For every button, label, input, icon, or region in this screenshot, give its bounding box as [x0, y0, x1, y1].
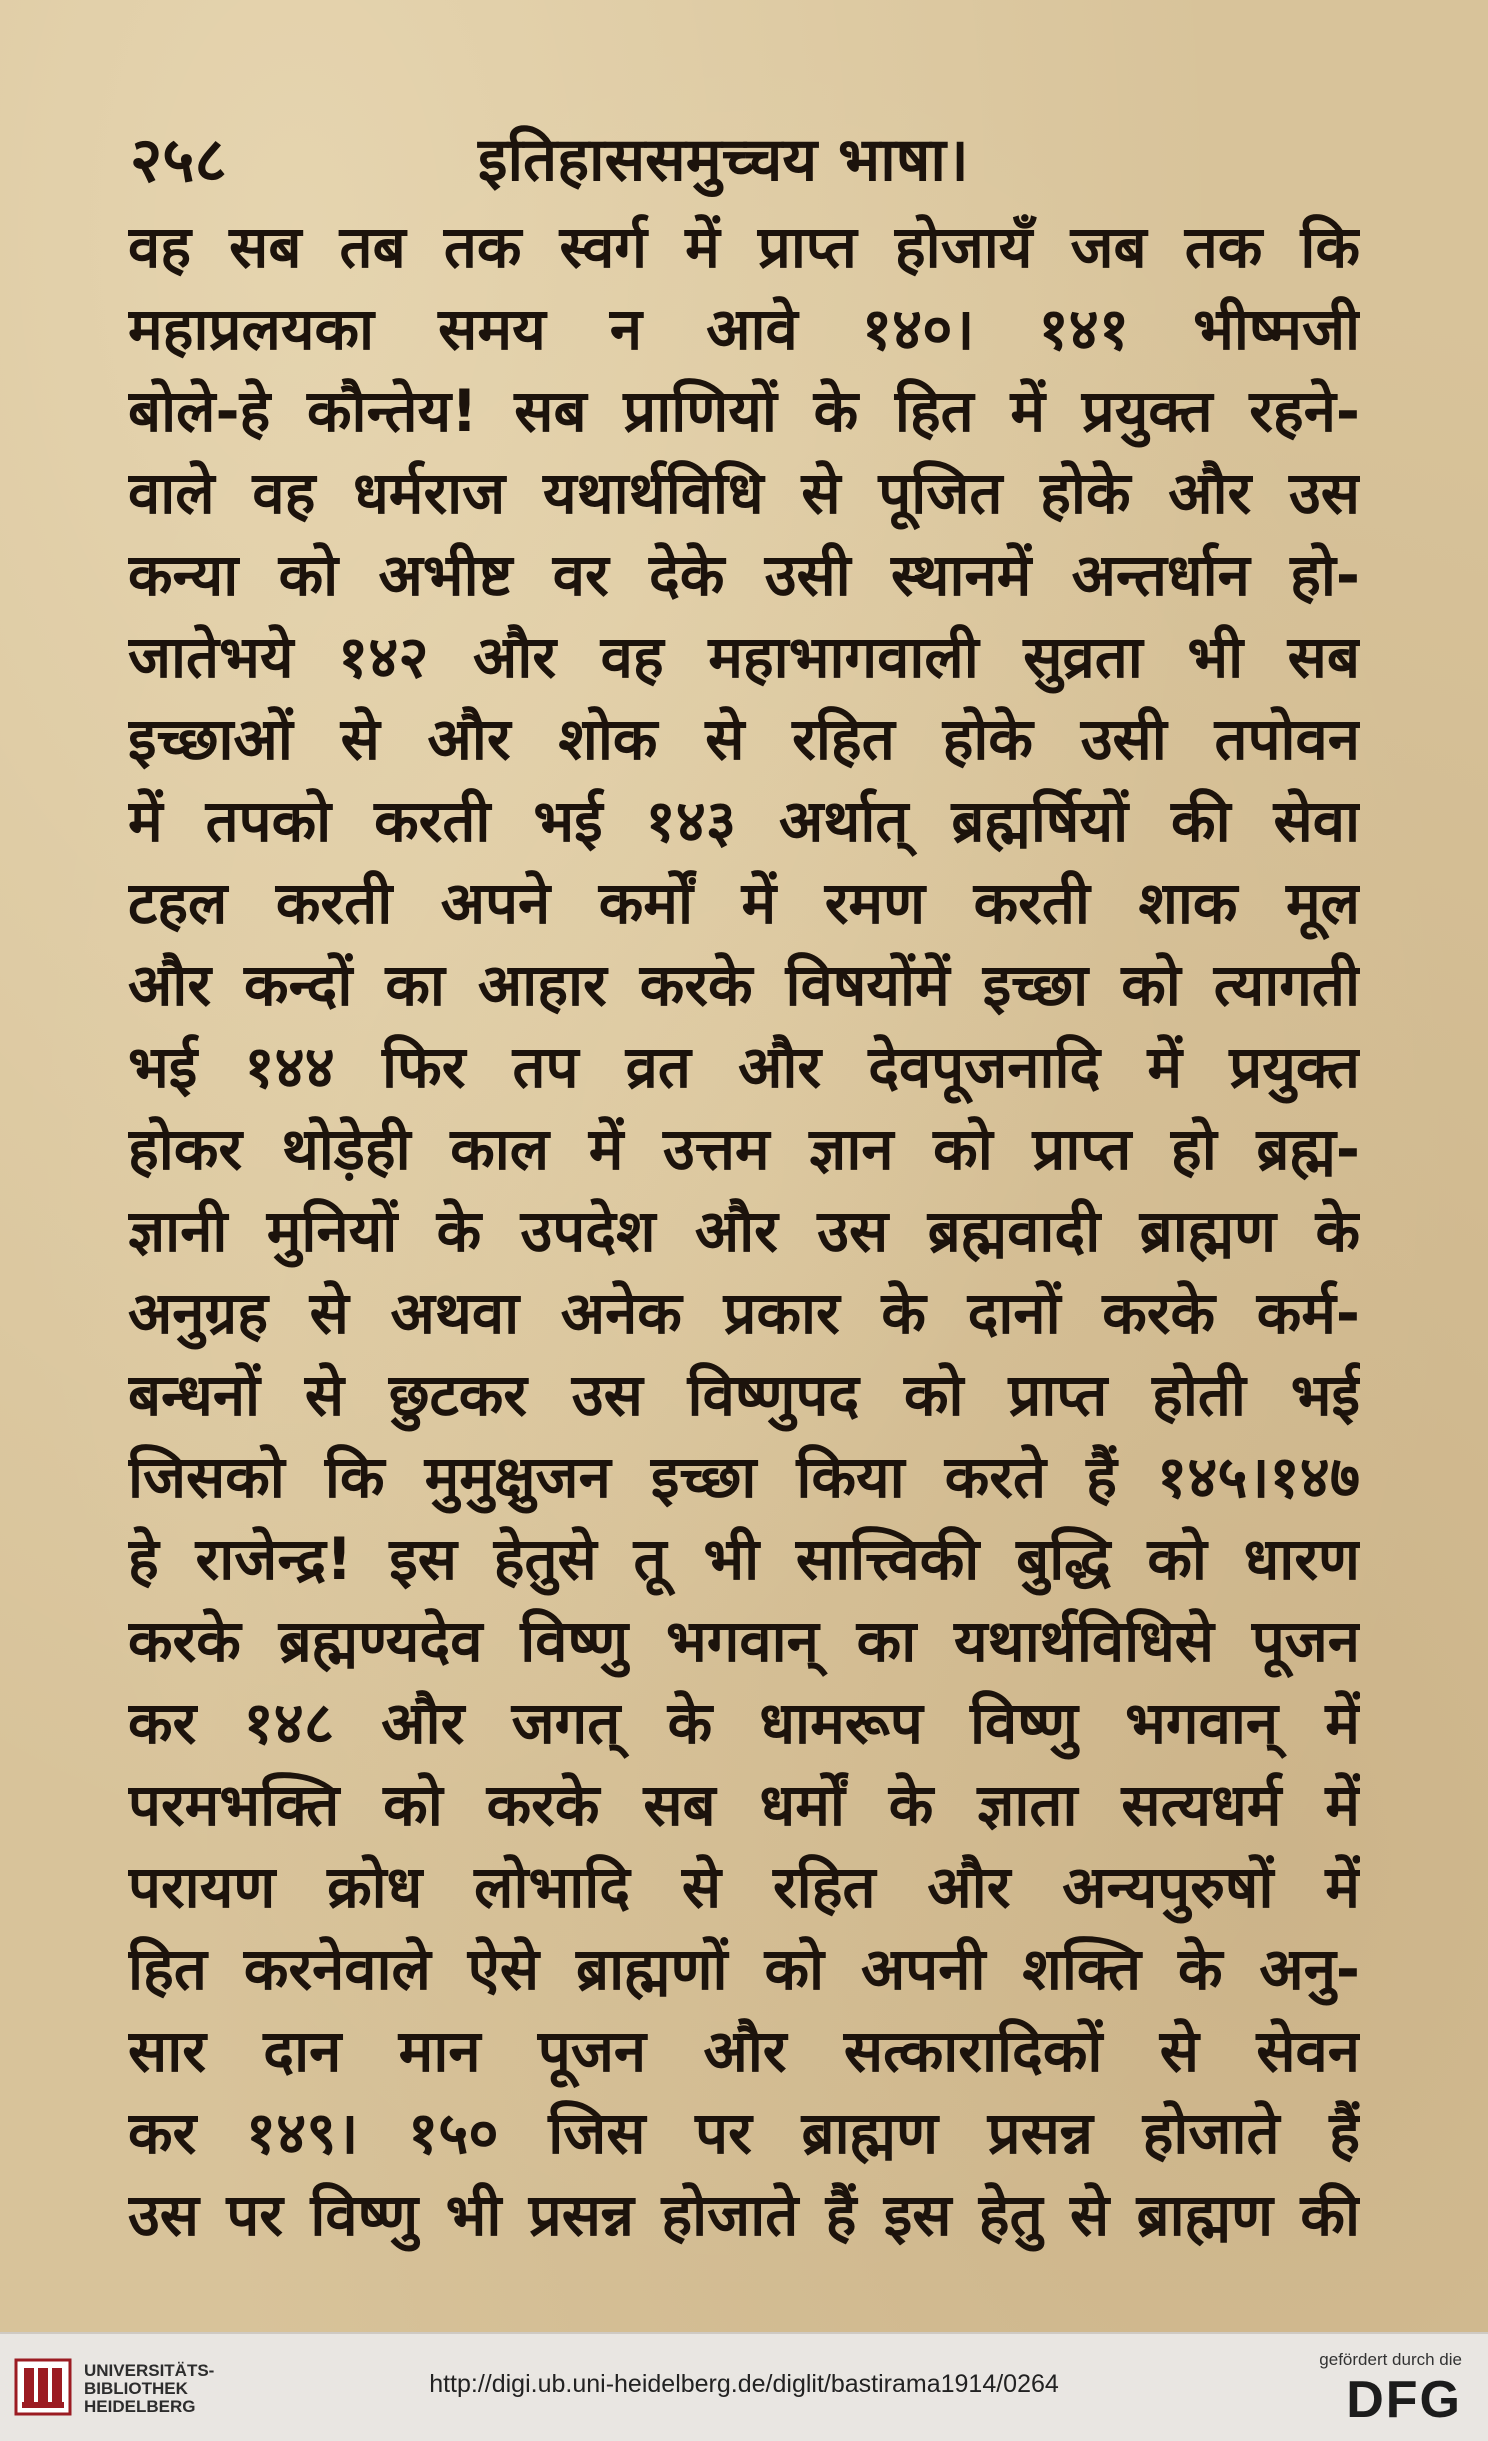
text-line: टहल करती अपने कर्मों में रमण करती शाक मूल — [128, 869, 1360, 937]
library-name-line: BIBLIOTHEK — [84, 2379, 188, 2398]
viewer-footer — [0, 2332, 1488, 2441]
library-name-line: UNIVERSITÄTS- — [84, 2361, 215, 2380]
text-line: परायण क्रोध लोभादि से रहित और अन्यपुरुषों में — [128, 1853, 1360, 1921]
page-header — [130, 118, 1360, 202]
text-line: में तपको करती भई १४३ अर्थात् ब्रह्मर्षियों की सेवा — [128, 787, 1360, 855]
text-line: जिसको कि मुमुक्षुजन इच्छा किया करते हैं १४५।१४७ — [128, 1443, 1360, 1511]
text-line: उस पर विष्णु भी प्रसन्न होजाते हैं इस हेतु से ब्राह्मण की — [128, 2181, 1360, 2249]
text-line: परमभक्ति को करके सब धर्मों के ज्ञाता सत्यधर्म में — [128, 1771, 1360, 1839]
text-line: करके ब्रह्मण्यदेव विष्णु भगवान् का यथार्थविधिसे पूजन — [128, 1607, 1360, 1675]
text-line: होकर थोड़ेही काल में उत्तम ज्ञान को प्राप्त हो ब्रह्म- — [128, 1115, 1360, 1183]
text-line: ज्ञानी मुनियों के उपदेश और उस ब्रह्मवादी ब्राह्मण के — [128, 1197, 1360, 1265]
text-line: वाले वह धर्मराज यथार्थविधि से पूजित होके और उस — [128, 459, 1360, 527]
library-name-line: HEIDELBERG — [84, 2397, 196, 2416]
text-line: हे राजेन्द्र! इस हेतुसे तू भी सात्त्विकी बुद्धि को धारण — [128, 1525, 1360, 1593]
text-line: जातेभये १४२ और वह महाभागवाली सुव्रता भी सब — [128, 623, 1360, 691]
text-line: कर १४९। १५० जिस पर ब्राह्मण प्रसन्न होजाते हैं — [128, 2099, 1360, 2167]
text-line: हित करनेवाले ऐसे ब्राह्मणों को अपनी शक्ति के अनु- — [128, 1935, 1360, 2003]
page-number: २५८ — [130, 123, 227, 196]
text-line: महाप्रलयका समय न आवे १४०। १४१ भीष्मजी — [128, 295, 1360, 363]
text-line: वह सब तब तक स्वर्ग में प्राप्त होजायँ जब तक कि — [128, 213, 1360, 281]
funding-note: gefördert durch die — [1319, 2350, 1462, 2369]
text-line: कन्या को अभीष्ट वर देके उसी स्थानमें अन्तर्धान हो- — [128, 541, 1360, 609]
text-line: इच्छाओं से और शोक से रहित होके उसी तपोवन — [128, 705, 1360, 773]
text-line: सार दान मान पूजन और सत्कारादिकों से सेवन — [128, 2017, 1360, 2085]
permalink-url[interactable]: http://digi.ub.uni-heidelberg.de/diglit/bastirama1914/0264 — [429, 2370, 1059, 2398]
funding-credit — [1272, 2350, 1462, 2430]
text-line: कर १४८ और जगत् के धामरूप विष्णु भगवान् में — [128, 1689, 1360, 1757]
text-line: अनुग्रह से अथवा अनेक प्रकार के दानों करके कर्म- — [128, 1279, 1360, 1347]
running-title: इतिहाससमुच्चय भाषा। — [478, 125, 969, 195]
dfg-logo: DFG — [1346, 2371, 1462, 2429]
body-text — [128, 206, 1360, 2256]
text-line: बन्धनों से छुटकर उस विष्णुपद को प्राप्त होती भई — [128, 1361, 1360, 1429]
text-line: भई १४४ फिर तप व्रत और देवपूजनादि में प्रयुक्त — [128, 1033, 1360, 1101]
text-line: और कन्दों का आहार करके विषयोंमें इच्छा को त्यागती — [128, 951, 1360, 1019]
text-line: बोले-हे कौन्तेय! सब प्राणियों के हित में प्रयुक्त रहने- — [128, 377, 1360, 445]
